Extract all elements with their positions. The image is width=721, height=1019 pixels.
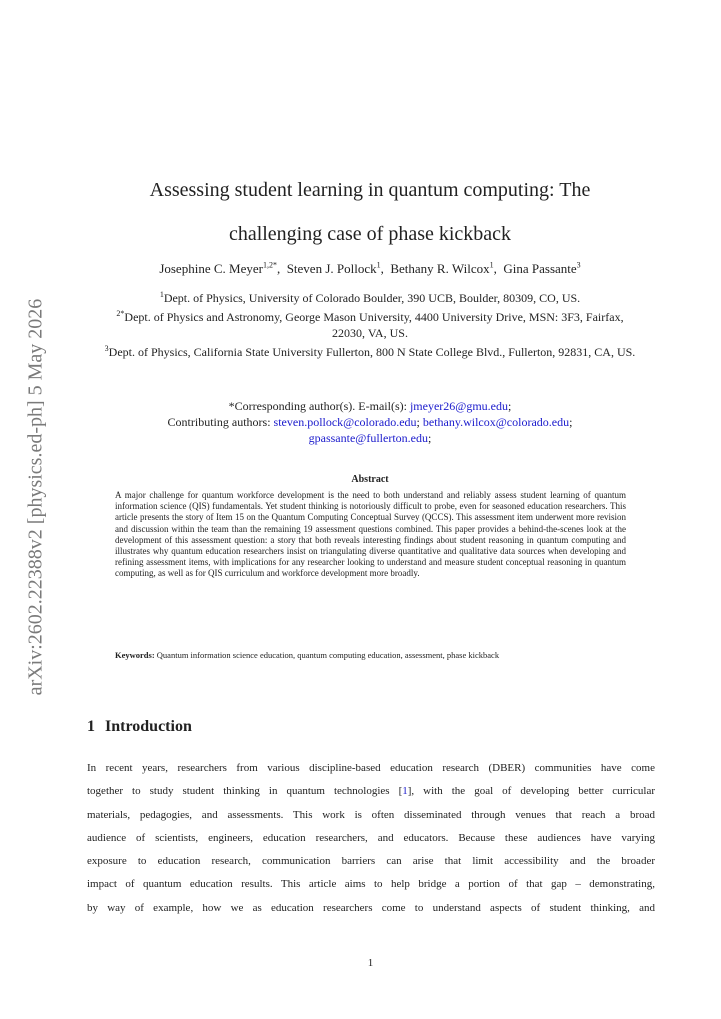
author-name: Josephine C. Meyer: [159, 261, 263, 277]
contact-info: [100, 398, 640, 446]
contributing-label: Contributing authors:: [167, 415, 271, 429]
corresponding-label: *Corresponding author(s). E-mail(s):: [228, 399, 407, 413]
author-name: Gina Passante: [503, 261, 577, 277]
author: Josephine C. Meyer$^{1,2*}$,: [159, 261, 281, 277]
body-line: impact of quantum education results. This article aims to help bridge a portion of that gap – demonstrating,: [87, 878, 655, 891]
author-list: [60, 261, 680, 277]
keywords: [115, 650, 635, 661]
corresponding-email-link[interactable]: jmeyer26@gmu.edu: [409, 399, 508, 413]
page-number: 1: [367, 957, 374, 969]
title-line-1: Assessing student learning in quantum computing: The: [149, 179, 591, 201]
author-name: Bethany R. Wilcox: [390, 261, 490, 277]
section-title: Introduction: [105, 718, 192, 735]
body-line: materials, pedagogies, and assessments. This work is often disseminated through venues that reach a broad: [87, 808, 655, 821]
arxiv-identifier: arXiv:2602.22388v2 [physics.ed-ph] 5 May 2026: [24, 298, 47, 696]
contributing-email-link[interactable]: gpassante@fullerton.edu: [308, 431, 428, 445]
author-affil-mark: 3: [576, 261, 581, 270]
author: Bethany R. Wilcox$^1$,: [390, 261, 497, 277]
title-line-2: challenging case of phase kickback: [228, 223, 512, 245]
keywords-label: Keywords:: [115, 650, 155, 660]
contributing-email-link[interactable]: bethany.wilcox@colorado.edu: [422, 415, 570, 429]
body-line: by way of example, how we as education researchers come to understand aspects of student thinking, and: [87, 901, 655, 914]
contributing-authors-line: Contributing authors: steven.pollock@colorado.edu; bethany.wilcox@colorado.edu;: [167, 415, 573, 429]
contributing-email-link[interactable]: steven.pollock@colorado.edu: [273, 415, 417, 429]
body-line: together to study student thinking in quantum technologies [1], with the goal of developing better curricular: [87, 785, 655, 798]
affiliation: [100, 287, 640, 306]
author-affil-mark: 1: [489, 261, 494, 270]
section-number: 1: [87, 718, 95, 735]
affiliation-text: Dept. of Physics and Astronomy, George Mason University, 4400 University Drive, MSN: 3F3, Fairfax, 22030, VA, US.: [124, 310, 624, 340]
author: [503, 261, 580, 276]
contributing-authors-line-2: gpassante@fullerton.edu;: [308, 431, 432, 445]
affiliations: [100, 287, 640, 360]
author-affil-mark: 1,2*: [262, 261, 277, 270]
section-heading: [87, 718, 192, 736]
author-affil-mark: 1: [376, 261, 381, 270]
affiliation: [100, 341, 640, 360]
body-line: exposure to education research, communication barriers can arise that limit accessibility and the broader: [87, 855, 655, 868]
corresponding-author-line: *Corresponding author(s). E-mail(s): jmeyer26@gmu.edu;: [228, 399, 512, 413]
affiliation-mark: 3: [104, 344, 109, 353]
abstract-text: A major challenge for quantum workforce development is the need to both understand and reliably assess student learning of quantum information science (QIS) fundamentals. Yet student thinking is notoriously difficult to probe, even for seasoned education researchers. This article presents the story of Item 15 on the Quantum Computing Conceptual Survey (QCCS). This assessment item underwent more revision and discussion within the team than the remaining 19 assessment questions combined. This paper provides a behind-the-scenes look at the development of this assessment question: a story that both reveals interesting findings about student reasoning in quantum computing and illustrates why quantum education researchers insist on triangulating diverse quantitative and qualitative data sources when developing and refining assessment items, with implications for any researcher looking to understand and measure student conceptual reasoning in quantum computing, as well as for QIS curriculum and workforce development more broadly.: [115, 490, 626, 579]
affiliation-text: Dept. of Physics, California State University Fullerton, 800 N State College Blvd., Fullerton, 92831, CA, US.: [108, 345, 636, 359]
body-line: audience of scientists, engineers, education researchers, and educators. Because these audiences have varying: [87, 831, 655, 844]
keywords-text: Quantum information science education, quantum computing education, assessment, phase kickback: [156, 650, 500, 660]
paper-title: [100, 168, 640, 256]
body-line: In recent years, researchers from various discipline-based education research (DBER) communities have come: [87, 762, 655, 774]
affiliation-text: Dept. of Physics, University of Colorado Boulder, 390 UCB, Boulder, 80309, CO, US.: [163, 291, 581, 305]
author-name: Steven J. Pollock: [286, 261, 377, 277]
citation-link[interactable]: 1: [402, 785, 408, 798]
abstract-heading: Abstract: [351, 474, 389, 485]
affiliation-mark: 2*: [116, 309, 125, 318]
affiliation: [100, 306, 640, 341]
author: Steven J. Pollock$^1$,: [286, 261, 384, 277]
affiliation-mark: 1: [159, 290, 164, 299]
body-paragraph: [87, 757, 655, 920]
